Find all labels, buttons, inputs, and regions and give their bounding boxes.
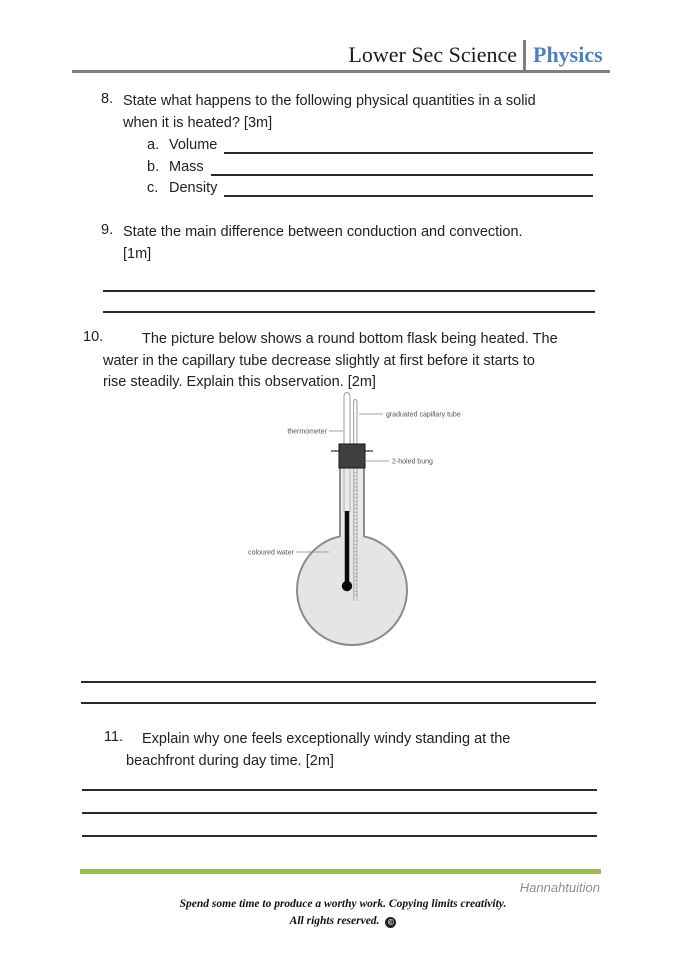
header-rule xyxy=(72,70,610,73)
q11-answer-line xyxy=(82,789,597,791)
q11-text-line2: beachfront during day time. [2m] xyxy=(126,752,334,769)
thermometer-label: thermometer xyxy=(287,428,327,436)
footer-accent-bar xyxy=(80,869,601,874)
q8-item-c-label: Density xyxy=(169,180,218,196)
q8-item-b-marker: b. xyxy=(147,158,160,175)
q8-item-a-marker: a. xyxy=(147,137,160,153)
q8-item-c-marker: c. xyxy=(147,180,159,196)
q10-answer-line xyxy=(81,702,596,704)
q11-answer-line xyxy=(82,812,597,814)
header-course-title: Lower Sec Science xyxy=(348,42,517,67)
q10-text-line1: The picture below shows a round bottom flask being heated. The xyxy=(142,331,558,347)
q8-item-mass xyxy=(147,159,593,176)
q9-text-line1: State the main difference between conduction and convection. xyxy=(123,224,523,240)
q11-text-line1: Explain why one feels exceptionally windy standing at the xyxy=(142,731,511,747)
q8-text-line1: State what happens to the following physical quantities in a solid xyxy=(123,93,536,109)
q10-text-line3: rise steadily. Explain this observation. [2m] xyxy=(103,374,376,390)
footer-rights-text: All rights reserved. xyxy=(289,915,380,927)
footer-quote: Spend some time to produce a worthy work. Copying limits creativity. xyxy=(179,898,507,910)
q9-number: 9. xyxy=(101,222,114,238)
header-subject-title: Physics xyxy=(533,42,603,67)
brand-name: Hannahtuition xyxy=(519,880,600,895)
q8-item-volume xyxy=(147,137,593,154)
q8-number: 8. xyxy=(101,91,114,107)
thermometer-bulb xyxy=(342,581,352,591)
capillary-label: graduated capillary tube xyxy=(386,411,461,419)
q8-item-b-answer-blank xyxy=(211,159,593,176)
bung xyxy=(339,444,365,468)
q8-item-density xyxy=(147,180,593,197)
q9-text-line2: [1m] xyxy=(123,245,152,262)
header-divider-bar xyxy=(523,40,526,72)
q9-answer-line xyxy=(103,311,595,313)
q8-item-a-label: Volume xyxy=(169,137,218,153)
flask-bulb xyxy=(297,535,407,645)
thermometer-tube xyxy=(344,393,350,447)
bung-label: 2-holed bung xyxy=(392,458,433,466)
q10-number: 10. xyxy=(83,329,104,345)
q10-text-line2: water in the capillary tube decrease slightly at first before it starts to xyxy=(103,352,535,369)
copyright-icon: © xyxy=(385,917,396,928)
capillary-tube-top xyxy=(354,400,357,447)
footer-rights xyxy=(0,915,686,928)
q8-text-line2: when it is heated? [3m] xyxy=(123,114,273,131)
q11-number: 11. xyxy=(104,729,124,745)
q11-answer-line xyxy=(82,835,597,837)
coloured-water-label: coloured water xyxy=(248,549,294,557)
q10-answer-line xyxy=(81,681,596,683)
q9-answer-line xyxy=(103,290,595,292)
q8-item-c-answer-blank xyxy=(224,180,593,197)
q8-item-b-label: Mass xyxy=(169,158,204,175)
q8-item-a-answer-blank xyxy=(224,137,593,154)
flask-diagram xyxy=(228,388,478,668)
